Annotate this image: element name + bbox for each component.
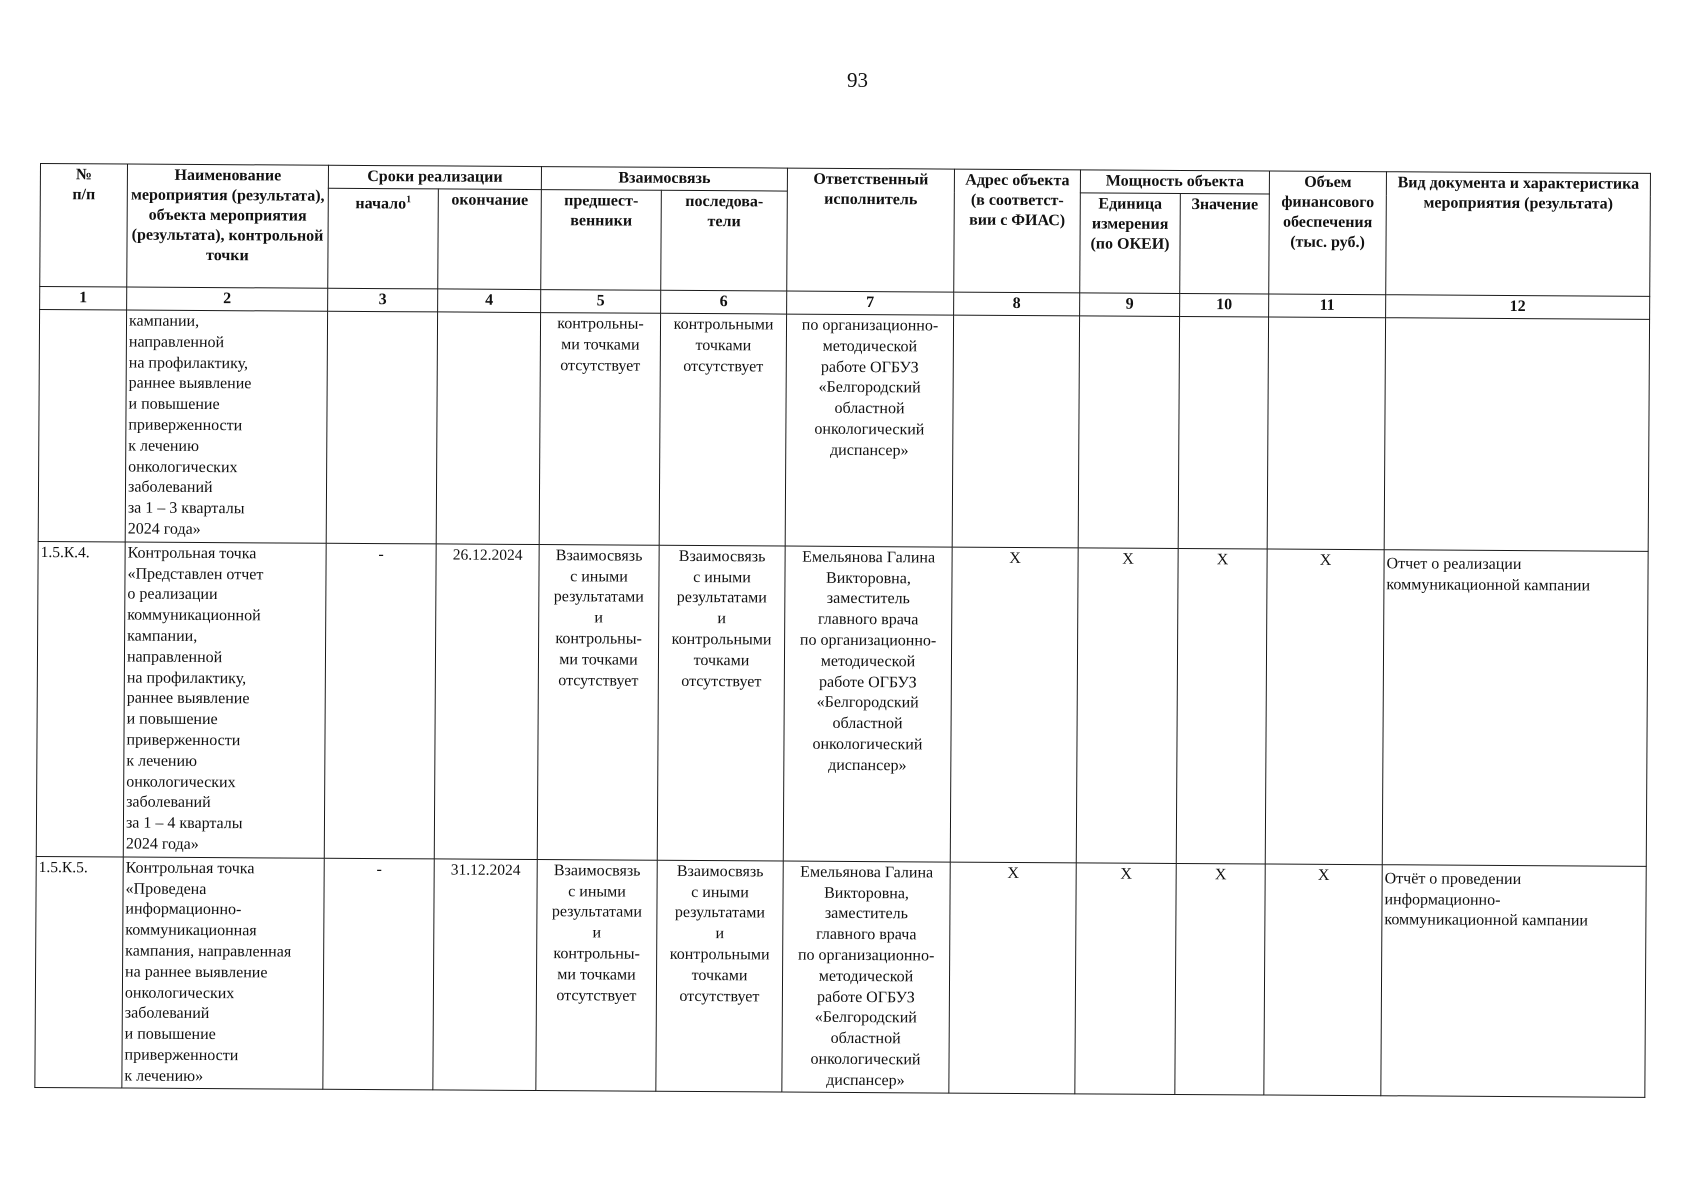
implementation-plan-table (34, 163, 1651, 1098)
row-id: 1.5.К.5. (35, 856, 123, 1088)
row-predecessors: Взаимосвязь с иными результатами и контрольны- ми точками отсутствует (537, 544, 659, 860)
column-number: 7 (787, 291, 954, 315)
column-number: 3 (328, 288, 438, 312)
header-start-label: начало (355, 195, 407, 213)
row-finance: X (1264, 864, 1382, 1096)
column-number: 6 (661, 290, 787, 314)
row-end: 26.12.2024 (434, 544, 539, 860)
header-links-group: Взаимосвязь (541, 167, 787, 192)
header-name: Наименование мероприятия (результата), объекта мероприятия (результата), контрольной точки (127, 164, 329, 288)
row-predecessors: контрольны- ми точками отсутствует (539, 313, 660, 545)
table-header (40, 164, 1651, 320)
table-row (35, 856, 1646, 1098)
row-document (1384, 318, 1649, 551)
row-responsible: Емельянова Галина Викторовна, заместитель главного врача по организационно- методической работе ОГБУЗ «Белгородский областной онкологический диспансер» (782, 861, 950, 1094)
row-address (952, 315, 1079, 548)
row-unit: X (1075, 863, 1176, 1095)
row-document: Отчет о реализации коммуникационной кампании (1382, 549, 1648, 866)
column-number: 12 (1386, 295, 1650, 320)
column-number: 9 (1080, 293, 1180, 317)
row-responsible: Емельянова Галина Викторовна, заместитель главного врача по организационно- методической работе ОГБУЗ «Белгородский областной онкологический диспансер» (783, 546, 952, 862)
row-id: 1.5.К.4. (36, 541, 125, 856)
row-value: X (1176, 548, 1267, 863)
row-value: X (1175, 863, 1265, 1095)
header-predecessors: предшест- венники (541, 190, 662, 291)
row-end: 31.12.2024 (433, 859, 537, 1091)
column-number: 11 (1269, 294, 1386, 318)
column-number: 10 (1180, 293, 1269, 317)
header-finance: Объем финансового обеспечения (тыс. руб.) (1269, 171, 1387, 295)
row-address: X (949, 862, 1076, 1095)
column-number: 8 (954, 292, 1080, 316)
row-responsible: по организационно- методической работе ОГБУЗ «Белгородский областной онкологический диспансер» (785, 314, 953, 547)
row-start: - (323, 858, 434, 1090)
row-address: X (950, 547, 1078, 863)
row-name: кампании, направленной на профилактику, раннее выявление и повышение приверженности к лечению онкологических заболеваний за 1 – 3 кварталы 2024 года» (125, 310, 327, 543)
header-document: Вид документа и характеристика мероприятия (результата) (1386, 172, 1651, 297)
row-unit: X (1076, 548, 1178, 864)
row-finance: X (1265, 549, 1384, 865)
header-unit: Единица измерения (по ОКЕИ) (1080, 193, 1181, 294)
header-end: окончание (438, 189, 542, 290)
row-successors: Взаимосвязь с иными результатами и контрольными точками отсутствует (656, 860, 783, 1093)
row-value (1178, 316, 1268, 548)
row-name: Контрольная точка «Представлен отчет о реализации коммуникационной кампании, направленной на профилактику, раннее выявление и повышение приверженности к лечению онкологических заболеваний за 1 – 4 кварталы 2024 года» (123, 542, 326, 858)
header-number: № п/п (40, 164, 128, 288)
page-number: 93 (847, 68, 868, 92)
row-predecessors: Взаимосвязь с иными результатами и контрольны- ми точками отсутствует (536, 859, 657, 1091)
header-start (328, 188, 439, 289)
column-number: 5 (541, 290, 661, 314)
row-name: Контрольная точка «Проведена информационно- коммуникационная кампания, направленная на раннее выявление онкологических заболеваний и повышение приверженности к лечению» (122, 857, 324, 1090)
table-body (35, 310, 1650, 1098)
header-terms-group: Сроки реализации (328, 165, 541, 189)
header-address: Адрес объекта (в соответст- вии с ФИАС) (954, 169, 1081, 293)
row-finance (1267, 317, 1385, 549)
row-document: Отчёт о проведении информационно- коммуникационной кампании (1381, 864, 1646, 1097)
row-successors: контрольными точками отсутствует (659, 313, 786, 546)
column-number: 1 (40, 287, 127, 311)
header-start-footnote: 1 (406, 194, 412, 206)
column-number: 2 (127, 287, 328, 311)
header-value: Значение (1180, 193, 1270, 294)
row-unit (1078, 316, 1179, 548)
table-row (38, 310, 1649, 552)
column-number: 4 (438, 289, 541, 313)
row-successors: Взаимосвязь с иными результатами и контрольными точками отсутствует (657, 545, 785, 861)
header-successors: последова- тели (661, 190, 788, 291)
header-responsible: Ответственный исполнитель (787, 168, 955, 292)
row-id (38, 310, 126, 542)
row-start (326, 311, 437, 543)
table-row (36, 541, 1648, 866)
row-end (436, 312, 540, 544)
row-start: - (324, 543, 436, 859)
header-capacity-group: Мощность объекта (1080, 170, 1269, 194)
